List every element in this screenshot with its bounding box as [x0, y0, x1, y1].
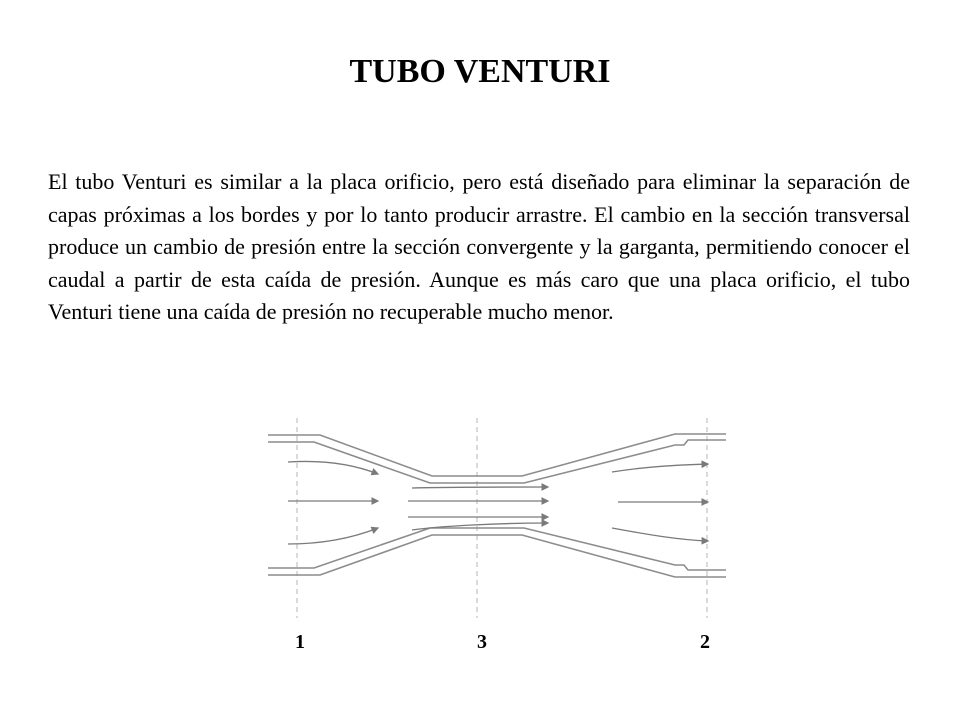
throat-arrow-1 — [412, 487, 548, 488]
section-guides — [297, 418, 707, 618]
throat-flow-arrows — [408, 487, 548, 530]
section-label-2: 2 — [700, 631, 710, 653]
body-paragraph: El tubo Venturi es similar a la placa orificio, pero está diseñado para eliminar la separación de capas próximas a los bordes y por lo tanto producir arrastre. El cambio en la sección transversal produce un cambio de presión entre la sección convergente y la garganta, permitiendo conocer el caudal a partir de esta caída de presión. Aunque es más caro que una placa orificio, el tubo Venturi tiene una caída de presión no recuperable mucho menor. — [48, 169, 910, 324]
section-label-3: 3 — [477, 631, 487, 653]
outlet-arrow-bottom — [612, 528, 708, 541]
venturi-tube-diagram — [262, 410, 732, 620]
inlet-arrow-top — [288, 461, 378, 474]
outlet-flow-arrows — [612, 464, 708, 541]
upper-wall — [268, 434, 726, 483]
page-title: TUBO VENTURI — [349, 53, 611, 90]
outlet-arrow-top — [612, 464, 708, 472]
inlet-flow-arrows — [288, 461, 378, 544]
inlet-arrow-bottom — [288, 528, 378, 544]
section-label-1: 1 — [295, 631, 305, 653]
